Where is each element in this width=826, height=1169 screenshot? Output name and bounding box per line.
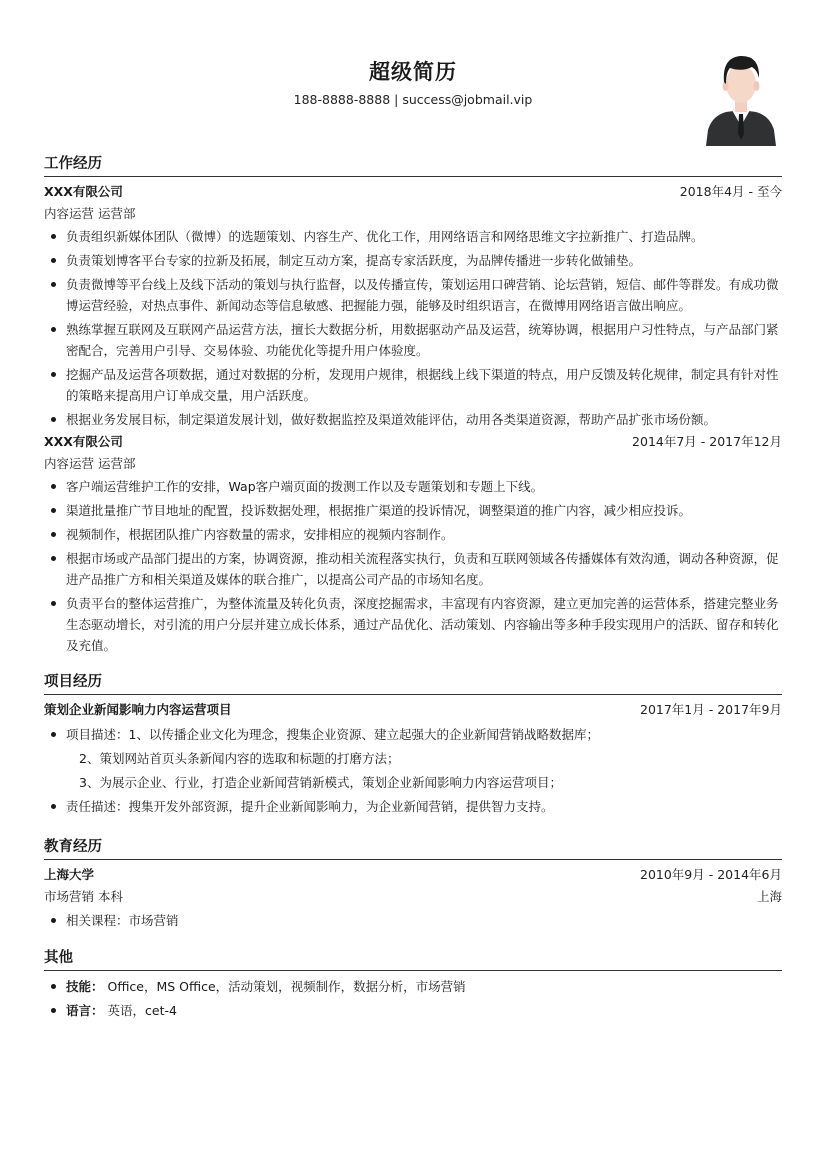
resume-header xyxy=(0,0,826,150)
job-date: 2014年7月 - 2017年12月 xyxy=(632,434,782,449)
language-value: 英语，cet-4 xyxy=(107,1003,177,1018)
project-date: 2017年1月 - 2017年9月 xyxy=(640,702,782,717)
skills-label: 技能： xyxy=(66,979,104,994)
education-section xyxy=(44,838,782,934)
list-item: 根据市场或产品部门提出的方案，协调资源，推动相关流程落实执行，负责和互联网领域各传播媒体有效沟通，调动各种资源，促进产品推广方和相关渠道及媒体的联合推广，以提高公司产品的市场知名度。 xyxy=(44,548,782,590)
education-detail xyxy=(44,886,782,907)
other-section xyxy=(44,949,782,1024)
list-item: 3、为展示企业、行业，打造企业新闻营销新模式，策划企业新闻影响力内容运营项目； xyxy=(79,775,562,790)
job-date: 2018年4月 - 至今 xyxy=(679,184,782,199)
other-section-title: 其他 xyxy=(44,949,782,971)
language-label: 语言： xyxy=(66,1003,104,1018)
list-item: 熟练掌握互联网及互联网产品运营方法，擅长大数据分析，用数据驱动产品及运营，统筹协调，根据用户习性特点，与产品部门紧密配合，完善用户引导、交易体验、功能优化等提升用户体验度。 xyxy=(44,319,782,361)
work-experience-section xyxy=(44,155,782,659)
major-degree: 市场营销 本科 xyxy=(44,889,123,904)
list-item: 2、策划网站首页头条新闻内容的选取和标题的打磨方法； xyxy=(79,751,400,766)
education-header xyxy=(44,864,782,886)
education-date: 2010年9月 - 2014年6月 xyxy=(640,867,782,882)
list-item: 项目描述：1、以传播企业文化为理念，搜集企业资源、建立起强大的企业新闻营销战略数据库； xyxy=(44,724,782,745)
list-item: 挖掘产品及运营各项数据，通过对数据的分析，发现用户规律，根据线上线下渠道的特点，用户反馈及转化规律，制定具有针对性的策略来提高用户订单成交量，用户活跃度。 xyxy=(44,364,782,406)
list-item: 负责微博等平台线上及线下活动的策划与执行监督，以及传播宣传，策划运用口碑营销、论坛营销，短信、邮件等群发。有成功微博运营经验，对热点事件、新闻动态等信息敏感、把握能力强，能够及时组织语言，在微博用网络语言做出响应。 xyxy=(44,274,782,316)
project-experience-section xyxy=(44,673,782,820)
school-name: 上海大学 xyxy=(44,867,95,882)
avatar xyxy=(702,50,780,146)
skills-value: Office，MS Office，活动策划，视频制作，数据分析，市场营销 xyxy=(107,979,466,994)
list-item: 责任描述：搜集开发外部资源，提升企业新闻影响力，为企业新闻营销，提供智力支持。 xyxy=(44,796,782,817)
list-item xyxy=(44,976,782,997)
job-header xyxy=(44,431,782,453)
education-location: 上海 xyxy=(756,889,782,904)
company-name: XXX有限公司 xyxy=(44,434,123,449)
job-role: 内容运营 运营部 xyxy=(44,206,136,221)
list-item: 负责平台的整体运营推广，为整体流量及转化负责，深度挖掘需求，丰富现有内容资源，建立更加完善的运营体系，搭建完整业务生态驱动增长，对引流的用户分层并建立成长体系，通过产品优化、活动策划、内容输出等多种手段实现用户的活跃、留存和转化及充值。 xyxy=(44,593,782,656)
project-section-title: 项目经历 xyxy=(44,673,782,695)
education-section-title: 教育经历 xyxy=(44,838,782,860)
job-role: 内容运营 运营部 xyxy=(44,456,136,471)
job-duties xyxy=(44,226,782,430)
list-item: 负责组织新媒体团队（微博）的选题策划、内容生产、优化工作，用网络语言和网络思维文字拉新推广、打造品牌。 xyxy=(44,226,782,247)
candidate-name: 超级简历 xyxy=(369,60,457,84)
job-duties xyxy=(44,476,782,656)
list-item: 视频制作，根据团队推广内容数量的需求，安排相应的视频内容制作。 xyxy=(44,524,782,545)
education-courses xyxy=(44,910,782,931)
job-header xyxy=(44,181,782,203)
company-name: XXX有限公司 xyxy=(44,184,123,199)
project-details xyxy=(44,724,782,817)
project-header xyxy=(44,699,782,721)
list-item: 相关课程：市场营销 xyxy=(44,910,782,931)
contact-info: 188-8888-8888 | success@jobmail.vip xyxy=(293,92,533,107)
work-section-title: 工作经历 xyxy=(44,155,782,177)
project-name: 策划企业新闻影响力内容运营项目 xyxy=(44,702,232,717)
other-details xyxy=(44,976,782,1021)
list-item xyxy=(44,1000,782,1021)
list-item: 负责策划博客平台专家的拉新及拓展，制定互动方案，提高专家活跃度，为品牌传播进一步转化做铺垫。 xyxy=(44,250,782,271)
list-item: 渠道批量推广节目地址的配置，投诉数据处理，根据推广渠道的投诉情况，调整渠道的推广内容，减少相应投诉。 xyxy=(44,500,782,521)
list-item: 根据业务发展目标，制定渠道发展计划，做好数据监控及渠道效能评估，动用各类渠道资源，帮助产品扩张市场份额。 xyxy=(44,409,782,430)
list-item: 客户端运营维护工作的安排，Wap客户端页面的拨测工作以及专题策划和专题上下线。 xyxy=(44,476,782,497)
